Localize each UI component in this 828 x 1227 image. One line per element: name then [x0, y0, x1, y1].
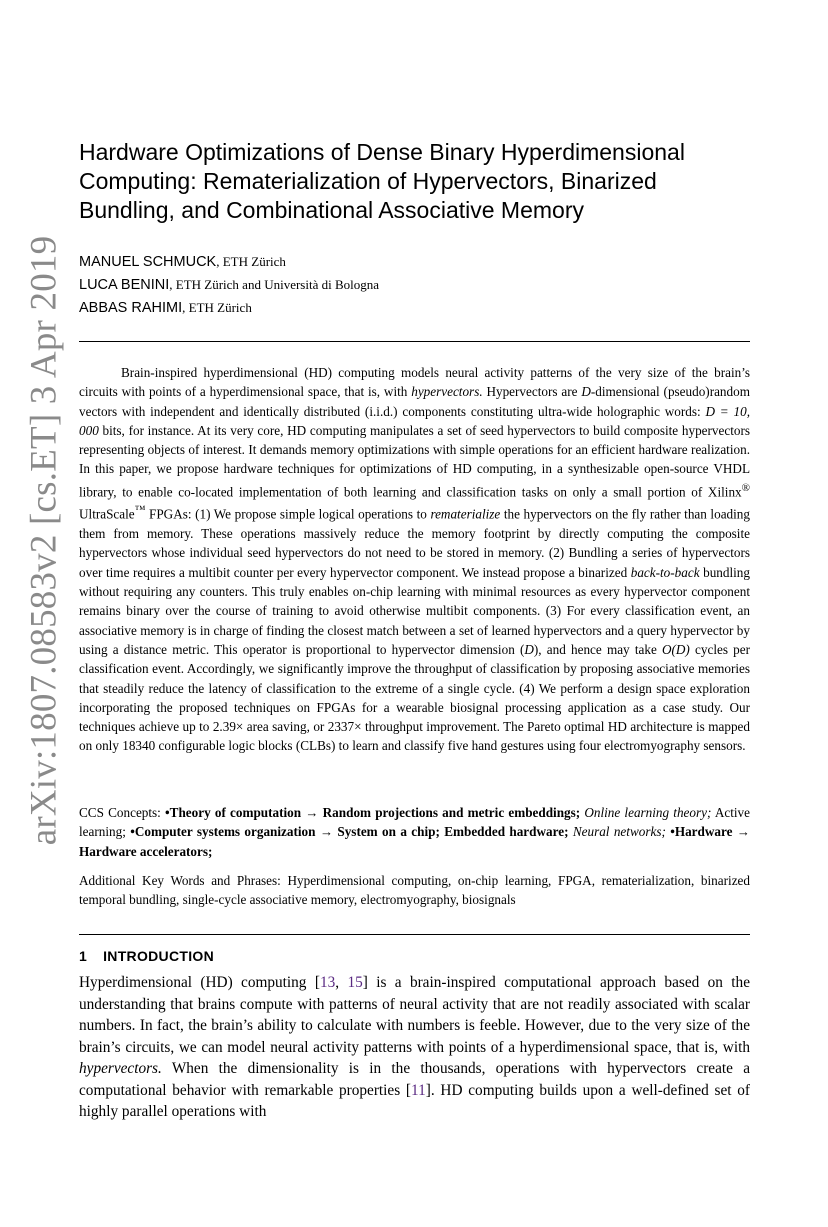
author-item: [79, 274, 759, 297]
abstract-math: D = 10, 000: [79, 403, 750, 438]
ccs-concept: •Computer systems organization → System on a chip; Embedded hardware;: [130, 824, 569, 840]
intro-text: ] is a brain-inspired computational approach based on the understanding that brains compute with patterns of neural activity that are not readily associated with scalar numbers. In fact, the brain’s ability to calculate with numbers is feeble. However, due to the very size of the brain’s circuits, we can model neural activity patterns with points of a hyperdimensional space, that is, with: [79, 974, 750, 1056]
intro-text: When the dimensionality is in the thousands, operations with hypervectors create a computational behavior with remarkable properties [: [79, 1060, 750, 1099]
ccs-concept: •Hardware → Hardware accelerators;: [79, 824, 750, 859]
abstract-text: the hypervectors on the fly rather than loading them from memory. These operations massively reduce the memory footprint by directly computing the composite hypervectors whose individual seed hypervectors do not need to be stored in memory. (2) Bundling a series of hypervectors over time requires a multibit counter per every hypervector component. We instead propose a binarized: [79, 506, 750, 580]
abstract-bottom-rule: [79, 934, 750, 935]
intro-text: ,: [335, 974, 348, 991]
author-list: [79, 251, 759, 320]
author-item: [79, 297, 759, 320]
author-name: ABBAS RAHIMI: [79, 300, 183, 316]
abstract-text: cycles per classification event. Accordingly, we significantly improve the throughput of classification by proposing associative memories that steadily reduce the latency of classification to the extreme of a single cycle. (4) We perform a design space exploration incorporating the proposed techniques on FPGAs for a wearable biosignal processing application as a case study. Our techniques achieve up to 2.39× area saving, or 2337× throughput improvement. The Pareto optimal HD architecture is mapped on only 18340 configurable logic blocks (CLBs) to learn and classify five hand gestures using four electromyography sensors.: [79, 641, 750, 754]
author-affiliation: , ETH Zürich: [182, 300, 252, 315]
keywords: Additional Key Words and Phrases: Hyperdimensional computing, on-chip learning, FPGA, rematerialization, binarized temporal bundling, single-cycle associative memory, electromyography, biosignals: [79, 873, 750, 908]
abstract-text: ), and hence may take: [533, 641, 662, 657]
abstract: [79, 363, 750, 756]
abstract-text: bits, for instance. At its very core, HD computing manipulates a set of seed hypervectors to build composite hypervectors representing objects of interest. It demands memory optimizations with simple operations for an efficient hardware realization. In this paper, we propose hardware techniques for optimizations of HD computing, in a synthesizable open-source VHDL library, to enable co-located implementation of both learning and classification tasks on only a small portion of Xilinx: [79, 422, 750, 500]
author-name: MANUEL SCHMUCK: [79, 254, 217, 270]
abstract-text: UltraScale: [79, 506, 135, 522]
author-affiliation: , ETH Zürich: [216, 254, 286, 269]
ccs-label: CCS Concepts:: [79, 805, 166, 820]
intro-emphasis: hypervectors.: [79, 1060, 162, 1077]
abstract-math: D: [581, 384, 591, 400]
abstract-top-rule: [79, 341, 750, 342]
abstract-text: bundling without requiring any counters. This truly enables on-chip learning with minimal resources as every hypervector component remains binary over the course of training to avoid otherwise multibit components. (3) For every classification event, an associative memory is in charge of finding the closest match between a set of learned hypervectors and a query hypervector by using a distance metric. This operator is proportional to hypervector dimension (: [79, 564, 750, 657]
abstract-math: D: [524, 641, 534, 657]
author-affiliation: , ETH Zürich and Università di Bologna: [169, 277, 380, 292]
citation-link[interactable]: 15: [347, 974, 363, 991]
intro-text: Hyperdimensional (HD) computing [: [79, 974, 320, 991]
intro-paragraph: [79, 972, 750, 1123]
registered-mark: ®: [741, 481, 750, 494]
section-number: 1: [79, 948, 88, 964]
ccs-concept: Neural networks;: [568, 824, 666, 840]
abstract-math: O(D): [661, 641, 690, 657]
citation-link[interactable]: 13: [319, 974, 336, 991]
author-name: LUCA BENINI: [79, 277, 170, 293]
author-item: [79, 251, 759, 274]
abstract-text: Hypervectors are: [482, 384, 582, 400]
paper-title: Hardware Optimizations of Dense Binary Hyperdimensional Computing: Rematerialization of Hypervectors, Binarized Bundling, and Combinational Associative Memory: [79, 139, 685, 223]
abstract-emphasis: back-to-back: [630, 564, 700, 580]
citation-link[interactable]: 11: [411, 1081, 426, 1099]
abstract-text: -dimensional (pseudo)random vectors with independent and identically distributed (i.i.d.) components constituting ultra-wide holographic words:: [79, 384, 750, 419]
ccs-concept: Active learning;: [79, 805, 750, 840]
ccs-concepts: [79, 803, 750, 861]
intro-text: ]. HD computing builds upon a well-defined set of highly parallel operations with: [79, 1081, 750, 1120]
trademark-mark: ™: [134, 504, 146, 517]
ccs-concept: •Theory of computation → Random projections and metric embeddings;: [165, 805, 581, 820]
section-title: INTRODUCTION: [103, 948, 215, 964]
abstract-text: Brain-inspired hyperdimensional (HD) computing models neural activity patterns of the very size of the brain’s circuits with points of a hyperdimensional space, that is, with: [79, 365, 750, 400]
abstract-emphasis: hypervectors.: [411, 384, 483, 400]
arxiv-watermark: [8, 235, 80, 845]
abstract-emphasis: rematerialize: [430, 506, 501, 522]
abstract-text: FPGAs: (1) We propose simple logical operations to: [145, 506, 431, 522]
section-heading: [79, 948, 214, 964]
ccs-concept: Online learning theory;: [580, 805, 712, 820]
arxiv-id: arXiv:1807.08583v2 [cs.ET] 3 Apr 2019: [23, 235, 65, 845]
